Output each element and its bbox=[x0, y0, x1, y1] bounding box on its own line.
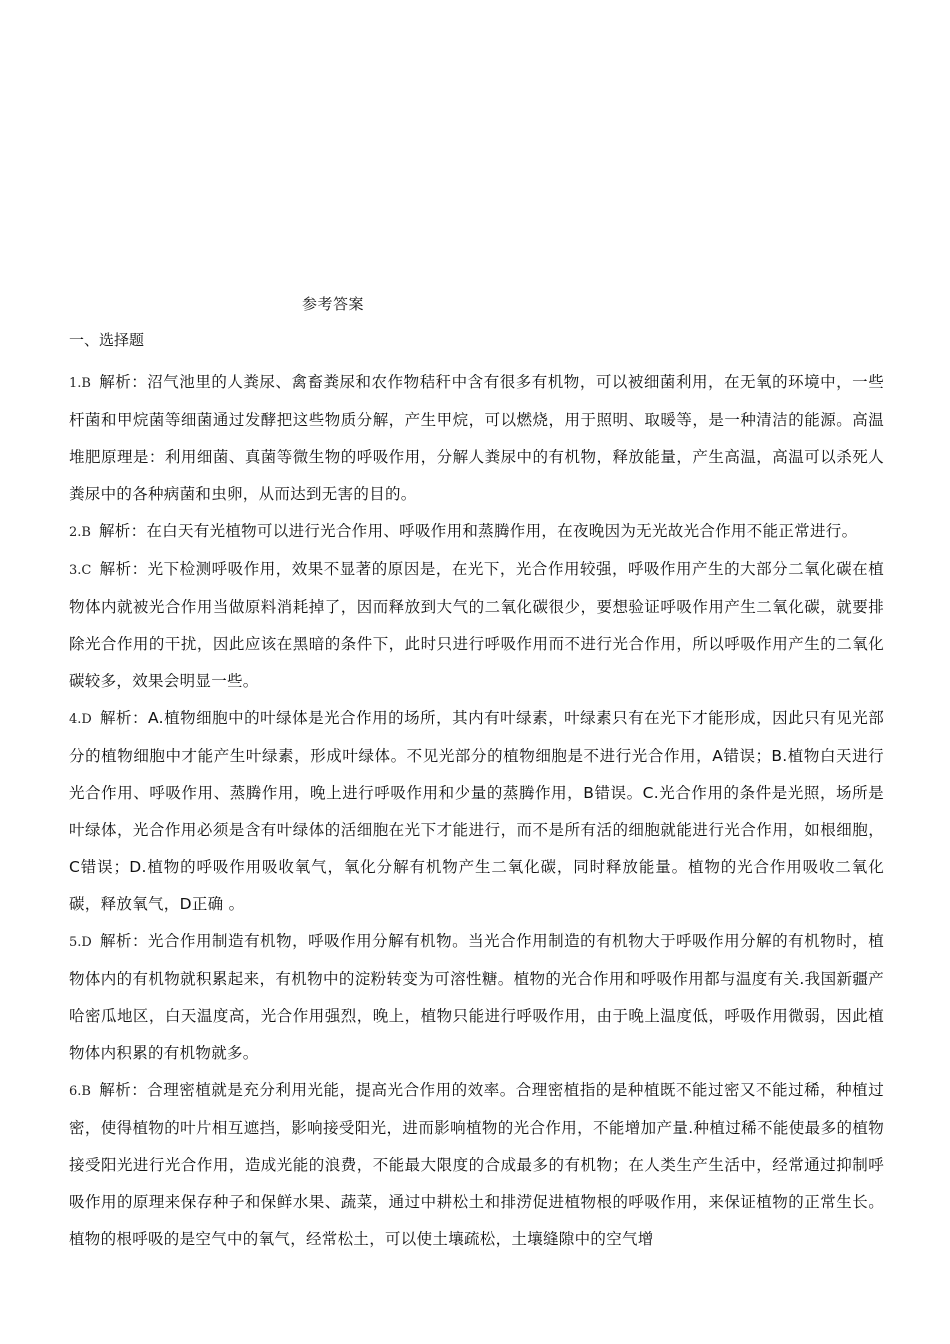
answer-text: 解析：沼气池里的人粪尿、禽畜粪尿和农作物秸秆中含有很多有机物，可以被细菌利用，在无氧的环境中，一些杆菌和甲烷菌等细菌通过发酵把这些物质分解，产生甲烷，可以燃烧，用于照明、取暖等，是一种清洁的能源。高温堆肥原理是：利用细菌、真菌等微生物的呼吸作用，分解人粪尿中的有机物，释放能量，产生高温，高温可以杀死人粪尿中的各种病菌和虫卵，从而达到无害的目的。 bbox=[69, 373, 884, 503]
answer-number: 5.D bbox=[69, 935, 92, 950]
answer-list bbox=[69, 364, 884, 1258]
answer-item-1 bbox=[69, 364, 884, 513]
answer-text: 解析：A.植物细胞中的叶绿体是光合作用的场所，其内有叶绿素，叶绿素只有在光下才能形成，因此只有见光部分的植物细胞中才能产生叶绿素，形成叶绿体。不见光部分的植物细胞是不进行光合作用，A错误；B.植物白天进行光合作用、呼吸作用、蒸腾作用，晚上进行呼吸作用和少量的蒸腾作用，B错误。C.光合作用的条件是光照，场所是叶绿体，光合作用必须是含有叶绿体的活细胞在光下才能进行，而不是所有活的细胞就能进行光合作用，如根细胞，C错误；D.植物的呼吸作用吸收氧气，氧化分解有机物产生二氧化碳，同时释放能量。植物的光合作用吸收二氧化碳，释放氧气，D正确 。 bbox=[69, 709, 884, 913]
section-heading: 一、选择题 bbox=[69, 331, 145, 349]
answer-number: 6.B bbox=[69, 1084, 91, 1099]
answer-number: 1.B bbox=[69, 376, 91, 391]
answer-text: 解析：光合作用制造有机物，呼吸作用分解有机物。当光合作用制造的有机物大于呼吸作用分解的有机物时，植物体内的有机物就积累起来，有机物中的淀粉转变为可溶性糖。植物的光合作用和呼吸作用都与温度有关.我国新疆产哈密瓜地区，白天温度高，光合作用强烈，晚上，植物只能进行呼吸作用，由于晚上温度低，呼吸作用微弱，因此植物体内积累的有机物就多。 bbox=[69, 932, 884, 1062]
answer-number: 3.C bbox=[69, 563, 92, 578]
answer-item-4 bbox=[69, 700, 884, 923]
answer-text: 解析：光下检测呼吸作用，效果不显著的原因是，在光下，光合作用较强，呼吸作用产生的大部分二氧化碳在植物体内就被光合作用当做原料消耗掉了，因而释放到大气的二氧化碳很少，要想验证呼吸作用产生二氧化碳，就要排除光合作用的干扰，因此应该在黑暗的条件下，此时只进行呼吸作用而不进行光合作用，所以呼吸作用产生的二氧化碳较多，效果会明显一些。 bbox=[69, 560, 884, 690]
answer-item-2 bbox=[69, 513, 884, 551]
page-title: 参考答案 bbox=[302, 295, 365, 313]
answer-item-5 bbox=[69, 923, 884, 1072]
answer-number: 2.B bbox=[69, 525, 91, 540]
answer-item-6 bbox=[69, 1072, 884, 1258]
answer-item-3 bbox=[69, 551, 884, 700]
answer-text: 解析：在白天有光植物可以进行光合作用、呼吸作用和蒸腾作用，在夜晚因为无光故光合作用不能正常进行。 bbox=[98, 522, 858, 540]
answer-text: 解析：合理密植就是充分利用光能，提高光合作用的效率。合理密植指的是种植既不能过密又不能过稀，种植过密，使得植物的叶片相互遮挡，影响接受阳光，进而影响植物的光合作用，不能增加产量.种植过稀不能使最多的植物接受阳光进行光合作用，造成光能的浪费，不能最大限度的合成最多的有机物；在人类生产生活中，经常通过抑制呼吸作用的原理来保存种子和保鲜水果、蔬菜，通过中耕松土和排涝促进植物根的呼吸作用，来保证植物的正常生长。植物的根呼吸的是空气中的氧气，经常松土，可以使土壤疏松，土壤缝隙中的空气增 bbox=[69, 1081, 884, 1248]
answer-number: 4.D bbox=[69, 712, 92, 727]
